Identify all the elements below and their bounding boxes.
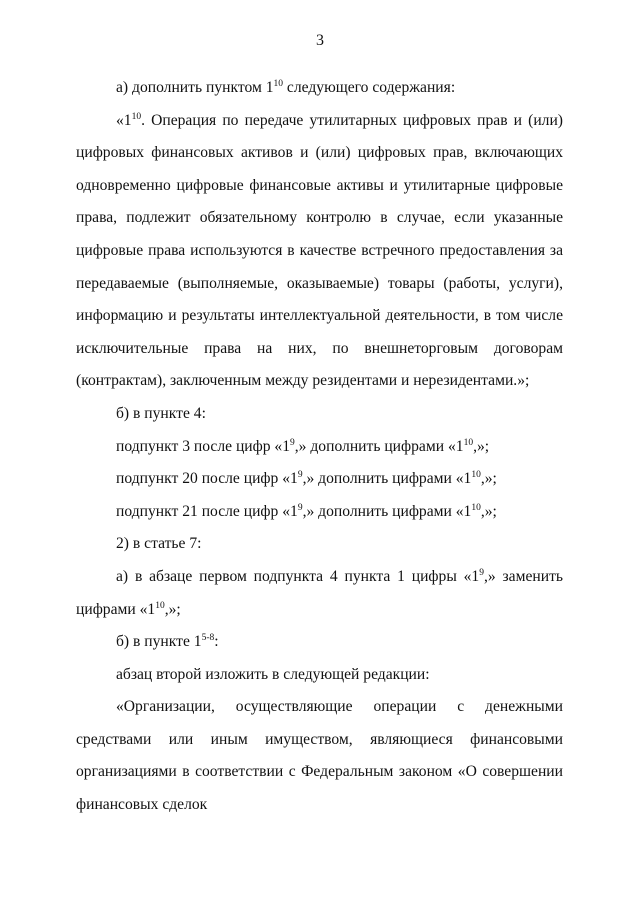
- superscript: 5-8: [201, 633, 215, 644]
- superscript: 9: [479, 567, 484, 578]
- superscript: 9: [297, 470, 303, 481]
- paragraph: подпункт 3 после цифр «$1^9$,» дополнить цифрами «$1^{10}$,»;: [116, 437, 490, 455]
- paragraph: а) в абзаце первом подпункта 4 пункта 1 цифры «$1^9$,» заменить цифрами «$1^{10}$,»;: [76, 567, 563, 618]
- paragraph: 2) в статье 7:: [116, 535, 202, 553]
- paragraph: абзац второй изложить в следующей редакции:: [116, 665, 430, 683]
- superscript: 10: [471, 470, 481, 481]
- page-number: 3: [316, 32, 324, 49]
- paragraph: б) в пункте 4:: [116, 404, 206, 422]
- paragraph: «Организации, осуществляющие операции с денежными средствами или иным имуществом, являющиеся финансовыми организациями в соответствии с Федеральным законом «О совершении финансовых сделок: [76, 698, 563, 814]
- document-body: [76, 72, 563, 822]
- superscript: 10: [471, 502, 481, 513]
- superscript: 10: [131, 111, 142, 122]
- paragraph: б) в пункте 1$^{5-8}$:: [116, 633, 219, 651]
- paragraph: подпункт 21 после цифр «$1^9$,» дополнить цифрами «$1^{10}$,»;: [116, 502, 497, 520]
- paragraph: а) дополнить пунктом $1^{10}$ следующего содержания:: [116, 79, 456, 96]
- superscript: 9: [297, 502, 303, 513]
- paragraph: подпункт 20 после цифр «$1^9$,» дополнить цифрами «$1^{10}$,»;: [116, 470, 497, 488]
- superscript: 9: [290, 437, 295, 448]
- paragraph: «$1^{10}$. Операция по передаче утилитарных цифровых прав и (или) цифровых финансовых активов и (или) цифровых прав, включающих одновременно цифровые финансовые активы и утилитарные цифровые права, подлежит обязательному контролю в случае, если указанные цифровые права используются в качестве встречного предоставления за передаваемые (выполняемые, оказываемые) товары (работы, услуги), информацию и результаты интеллектуальной деятельности, в том числе исключительные права на них, по внешнеторговым договорам (контрактам), заключенным между резидентами и нерезидентами.»;: [76, 111, 563, 390]
- superscript: 10: [155, 600, 165, 611]
- superscript: 10: [463, 437, 474, 448]
- superscript: 10: [273, 79, 284, 89]
